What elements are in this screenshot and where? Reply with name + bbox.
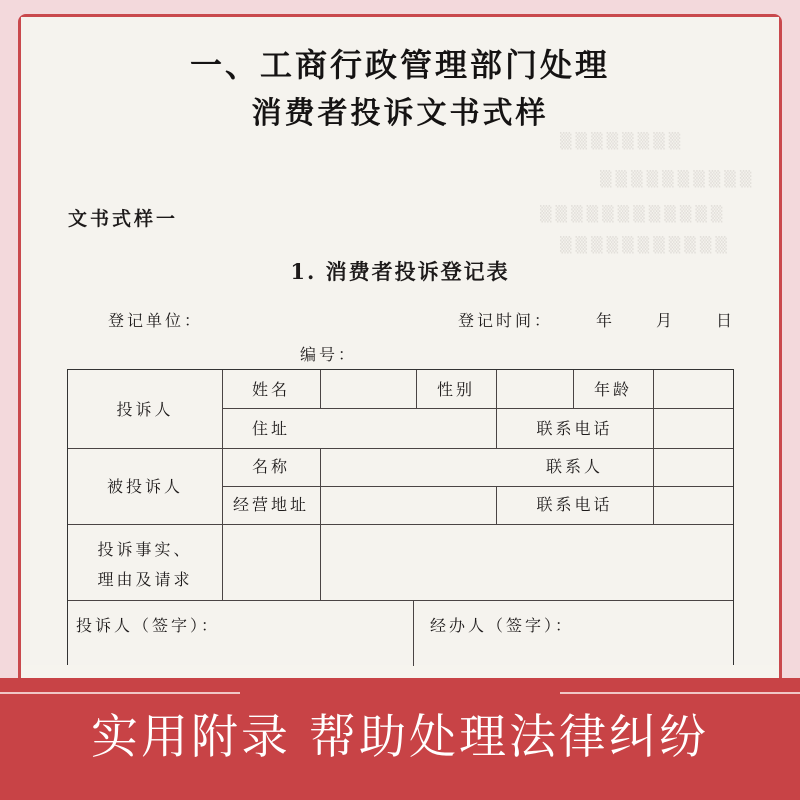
handler-signature-label: 经办人（签字）： xyxy=(430,616,575,635)
table-line xyxy=(413,600,414,666)
main-title: 一、工商行政管理部门处理 xyxy=(189,46,610,84)
year-label: 年 xyxy=(596,311,613,330)
bleed-through-text: ▒▒▒▒▒▒▒▒ xyxy=(560,132,685,150)
banner-decor-line xyxy=(560,692,800,694)
sample-label: 文书式样一 xyxy=(68,208,179,230)
form-title: 1. 消费者投诉登记表 xyxy=(290,259,510,284)
day-label: 日 xyxy=(716,311,733,330)
number-label: 编号： xyxy=(300,345,358,364)
sub-title: 消费者投诉文书式样 xyxy=(251,96,549,131)
table-line xyxy=(222,486,733,487)
bleed-through-text: ▒▒▒▒▒▒▒▒▒▒▒▒ xyxy=(540,205,727,223)
banner-decor-line xyxy=(0,692,240,694)
facts-label-line1: 投诉事实、 xyxy=(97,540,193,559)
respondent-business-address-label: 经营地址 xyxy=(232,495,309,514)
table-line xyxy=(68,524,733,525)
registration-unit-label: 登记单位： xyxy=(108,311,204,330)
complainant-signature-label: 投诉人（签字）： xyxy=(76,616,221,635)
respondent-header: 被投诉人 xyxy=(106,477,183,496)
complainant-phone-label: 联系电话 xyxy=(536,419,613,438)
table-line xyxy=(68,600,733,601)
respondent-name-label: 名称 xyxy=(251,457,290,476)
table-line xyxy=(222,370,223,600)
banner-slogan: 实用附录 帮助处理法律纠纷 xyxy=(91,710,709,765)
complainant-name-label: 姓名 xyxy=(251,380,290,399)
table-line xyxy=(320,370,321,408)
table-line xyxy=(320,448,321,600)
month-label: 月 xyxy=(656,311,673,330)
respondent-contact-label: 联系人 xyxy=(545,457,603,476)
table-line xyxy=(222,408,733,409)
complainant-header: 投诉人 xyxy=(116,400,174,419)
table-line xyxy=(653,370,654,524)
bleed-through-text: ▒▒▒▒▒▒▒▒▒▒▒ xyxy=(560,236,731,254)
bleed-through-text: ▒▒▒▒▒▒▒▒▒▒ xyxy=(600,170,756,188)
respondent-phone-label: 联系电话 xyxy=(536,495,613,514)
complainant-address-label: 住址 xyxy=(251,419,290,438)
facts-label-line2: 理由及请求 xyxy=(97,570,193,589)
complaint-registration-table xyxy=(67,369,734,665)
table-line xyxy=(68,448,733,449)
registration-time-label: 登记时间： xyxy=(458,311,554,330)
complainant-age-label: 年龄 xyxy=(593,380,632,399)
complainant-gender-label: 性别 xyxy=(436,380,475,399)
